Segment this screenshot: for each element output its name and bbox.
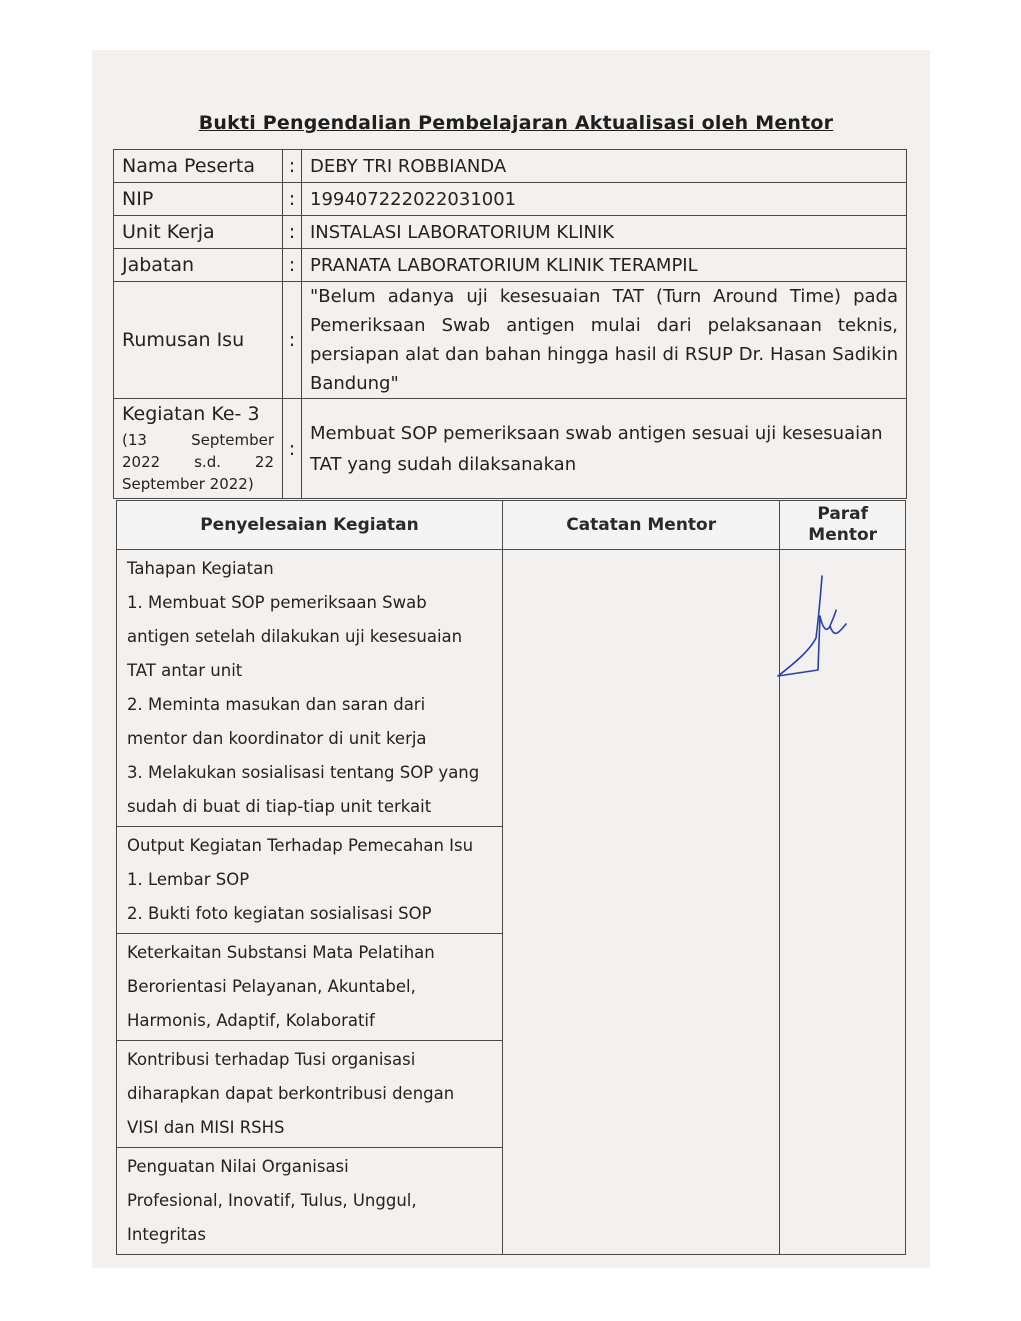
section-line: Berorientasi Pelayanan, Akuntabel, (127, 977, 416, 996)
section-line: sudah di buat di tiap-tiap unit terkait (127, 797, 432, 816)
section-penguatan (117, 1148, 503, 1255)
info-row-nama (114, 150, 907, 183)
document-title: Bukti Pengendalian Pembelajaran Aktualisasi oleh Mentor (198, 112, 834, 134)
activity-table (116, 500, 906, 1255)
header-catatan: Catatan Mentor (502, 501, 779, 550)
section-keterkaitan (117, 934, 503, 1041)
activity-header-row (117, 501, 906, 550)
info-colon: : (283, 150, 302, 183)
header-paraf: Paraf Mentor (780, 501, 906, 550)
section-tahapan (117, 550, 503, 827)
info-label: Nama Peserta (114, 150, 283, 183)
section-heading: Penguatan Nilai Organisasi (127, 1157, 349, 1176)
kegiatan-label-cell (114, 399, 283, 499)
info-label: NIP (114, 183, 283, 216)
info-colon: : (283, 282, 302, 399)
info-label: Rumusan Isu (114, 282, 283, 399)
section-line: Integritas (127, 1225, 206, 1244)
info-colon: : (283, 216, 302, 249)
section-heading: Kontribusi terhadap Tusi organisasi (127, 1050, 416, 1069)
section-kontribusi (117, 1041, 503, 1148)
info-colon: : (283, 249, 302, 282)
section-line: VISI dan MISI RSHS (127, 1118, 285, 1137)
info-value-unit-kerja: INSTALASI LABORATORIUM KLINIK (302, 216, 907, 249)
info-value-rumusan-isu: "Belum adanya uji kesesuaian TAT (Turn Around Time) pada Pemeriksaan Swab antigen mulai dari pelaksanaan teknis, persiapan alat dan bahan hingga hasil di RSUP Dr. Hasan Sadikin Bandung" (302, 282, 907, 399)
info-row-nip (114, 183, 907, 216)
section-heading: Tahapan Kegiatan (127, 559, 274, 578)
catatan-mentor-cell (502, 550, 779, 1255)
participant-info-table (113, 149, 907, 499)
info-row-rumusan-isu (114, 282, 907, 399)
section-line: mentor dan koordinator di unit kerja (127, 729, 427, 748)
section-line: 2. Meminta masukan dan saran dari (127, 695, 426, 714)
section-line: TAT antar unit (127, 661, 243, 680)
section-heading: Output Kegiatan Terhadap Pemecahan Isu (127, 836, 474, 855)
section-heading: Keterkaitan Substansi Mata Pelatihan (127, 943, 435, 962)
section-line: 2. Bukti foto kegiatan sosialisasi SOP (127, 904, 432, 923)
section-line: Harmonis, Adaptif, Kolaboratif (127, 1011, 375, 1030)
section-row-tahapan (117, 550, 906, 827)
info-value-jabatan: PRANATA LABORATORIUM KLINIK TERAMPIL (302, 249, 907, 282)
mentor-signature-icon (776, 572, 856, 682)
info-colon: : (283, 399, 302, 499)
info-row-unit-kerja (114, 216, 907, 249)
kegiatan-value: Membuat SOP pemeriksaan swab antigen sesuai uji kesesuaian TAT yang sudah dilaksanakan (302, 399, 907, 499)
section-line: antigen setelah dilakukan uji kesesuaian (127, 627, 463, 646)
header-penyelesaian: Penyelesaian Kegiatan (117, 501, 503, 550)
info-value-nama: DEBY TRI ROBBIANDA (302, 150, 907, 183)
info-value-nip: 199407222022031001 (302, 183, 907, 216)
info-row-kegiatan (114, 399, 907, 499)
section-line: 3. Melakukan sosialisasi tentang SOP yang (127, 763, 480, 782)
info-colon: : (283, 183, 302, 216)
section-output (117, 827, 503, 934)
section-line: diharapkan dapat berkontribusi dengan (127, 1084, 455, 1103)
info-row-jabatan (114, 249, 907, 282)
info-label: Jabatan (114, 249, 283, 282)
paraf-mentor-cell (780, 550, 906, 1255)
kegiatan-label: Kegiatan Ke- 3 (122, 403, 260, 425)
section-line: 1. Lembar SOP (127, 870, 250, 889)
info-label: Unit Kerja (114, 216, 283, 249)
kegiatan-date: (13 September 2022 s.d. 22 September 2022) (122, 431, 274, 493)
section-line: Profesional, Inovatif, Tulus, Unggul, (127, 1191, 417, 1210)
section-line: 1. Membuat SOP pemeriksaan Swab (127, 593, 427, 612)
